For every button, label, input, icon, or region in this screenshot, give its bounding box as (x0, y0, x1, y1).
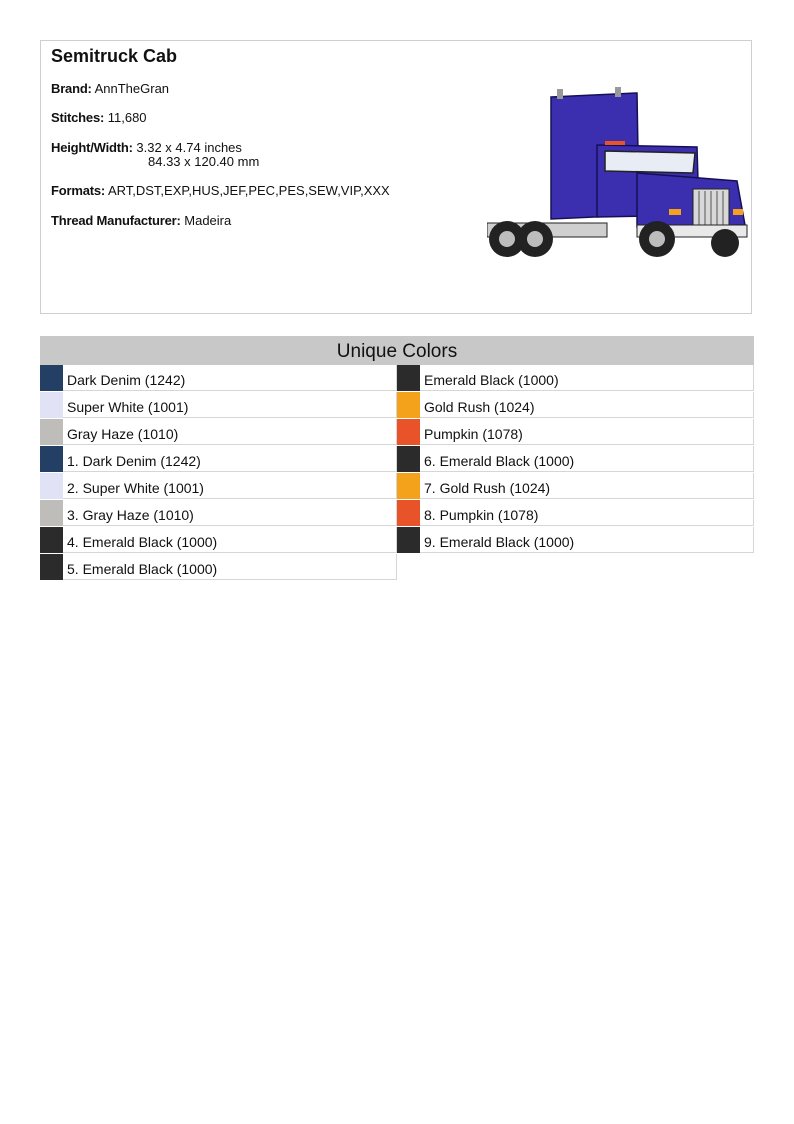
color-row (40, 554, 397, 580)
color-label: 8. Pumpkin (1078) (424, 507, 539, 523)
color-label: 5. Emerald Black (1000) (67, 561, 218, 577)
color-swatch (397, 392, 420, 418)
design-info-card (40, 40, 752, 314)
size-row (51, 140, 242, 155)
stitches-value: 11,680 (107, 110, 147, 125)
color-grid (40, 365, 754, 585)
color-row (40, 392, 397, 418)
size-mm: 84.33 x 120.40 mm (148, 154, 260, 169)
unique-colors-header: Unique Colors (40, 336, 754, 365)
color-swatch (397, 527, 420, 553)
color-row (40, 446, 397, 472)
color-label: Super White (1001) (67, 399, 189, 415)
brand-value: AnnTheGran (94, 81, 170, 96)
color-label: Emerald Black (1000) (424, 372, 559, 388)
color-swatch (40, 419, 63, 445)
color-label: Dark Denim (1242) (67, 372, 186, 388)
semitruck-cab-embroidery-icon (487, 85, 751, 275)
thread-label: Thread Manufacturer: (51, 213, 181, 228)
color-swatch (40, 473, 63, 499)
brand-label: Brand: (51, 81, 92, 96)
color-row (397, 446, 754, 472)
formats-label: Formats: (51, 183, 106, 198)
color-row (40, 365, 397, 391)
color-label: Gold Rush (1024) (424, 399, 535, 415)
color-row (397, 527, 754, 553)
size-inches: 3.32 x 4.74 inches (136, 140, 242, 155)
stitches-row (51, 110, 147, 125)
color-label: Gray Haze (1010) (67, 426, 179, 442)
color-label: 9. Emerald Black (1000) (424, 534, 575, 550)
design-title: Semitruck Cab (51, 46, 178, 66)
color-swatch (397, 446, 420, 472)
color-row (397, 500, 754, 526)
color-row (397, 473, 754, 499)
color-label: 2. Super White (1001) (67, 480, 204, 496)
color-label: 3. Gray Haze (1010) (67, 507, 194, 523)
color-swatch (40, 365, 63, 391)
unique-colors-table (40, 336, 754, 585)
color-row (397, 365, 754, 391)
color-label: 7. Gold Rush (1024) (424, 480, 551, 496)
color-swatch (40, 554, 63, 580)
color-row (40, 500, 397, 526)
thread-row (51, 213, 231, 228)
color-swatch (397, 419, 420, 445)
color-row (397, 419, 754, 445)
color-label: 4. Emerald Black (1000) (67, 534, 218, 550)
stitches-label: Stitches: (51, 110, 105, 125)
color-label: Pumpkin (1078) (424, 426, 523, 442)
formats-row (51, 183, 390, 198)
color-swatch (397, 500, 420, 526)
color-label: 6. Emerald Black (1000) (424, 453, 575, 469)
formats-value: ART,DST,EXP,HUS,JEF,PEC,PES,SEW,VIP,XXX (107, 183, 390, 198)
color-row (397, 392, 754, 418)
color-row (40, 473, 397, 499)
color-row (40, 419, 397, 445)
color-swatch (40, 500, 63, 526)
thread-value: Madeira (184, 213, 232, 228)
color-row (40, 527, 397, 553)
color-swatch (40, 527, 63, 553)
color-swatch (397, 365, 420, 391)
brand-row (51, 81, 169, 96)
size-label: Height/Width: (51, 140, 133, 155)
color-label: 1. Dark Denim (1242) (67, 453, 201, 469)
color-swatch (397, 473, 420, 499)
color-swatch (40, 392, 63, 418)
color-swatch (40, 446, 63, 472)
